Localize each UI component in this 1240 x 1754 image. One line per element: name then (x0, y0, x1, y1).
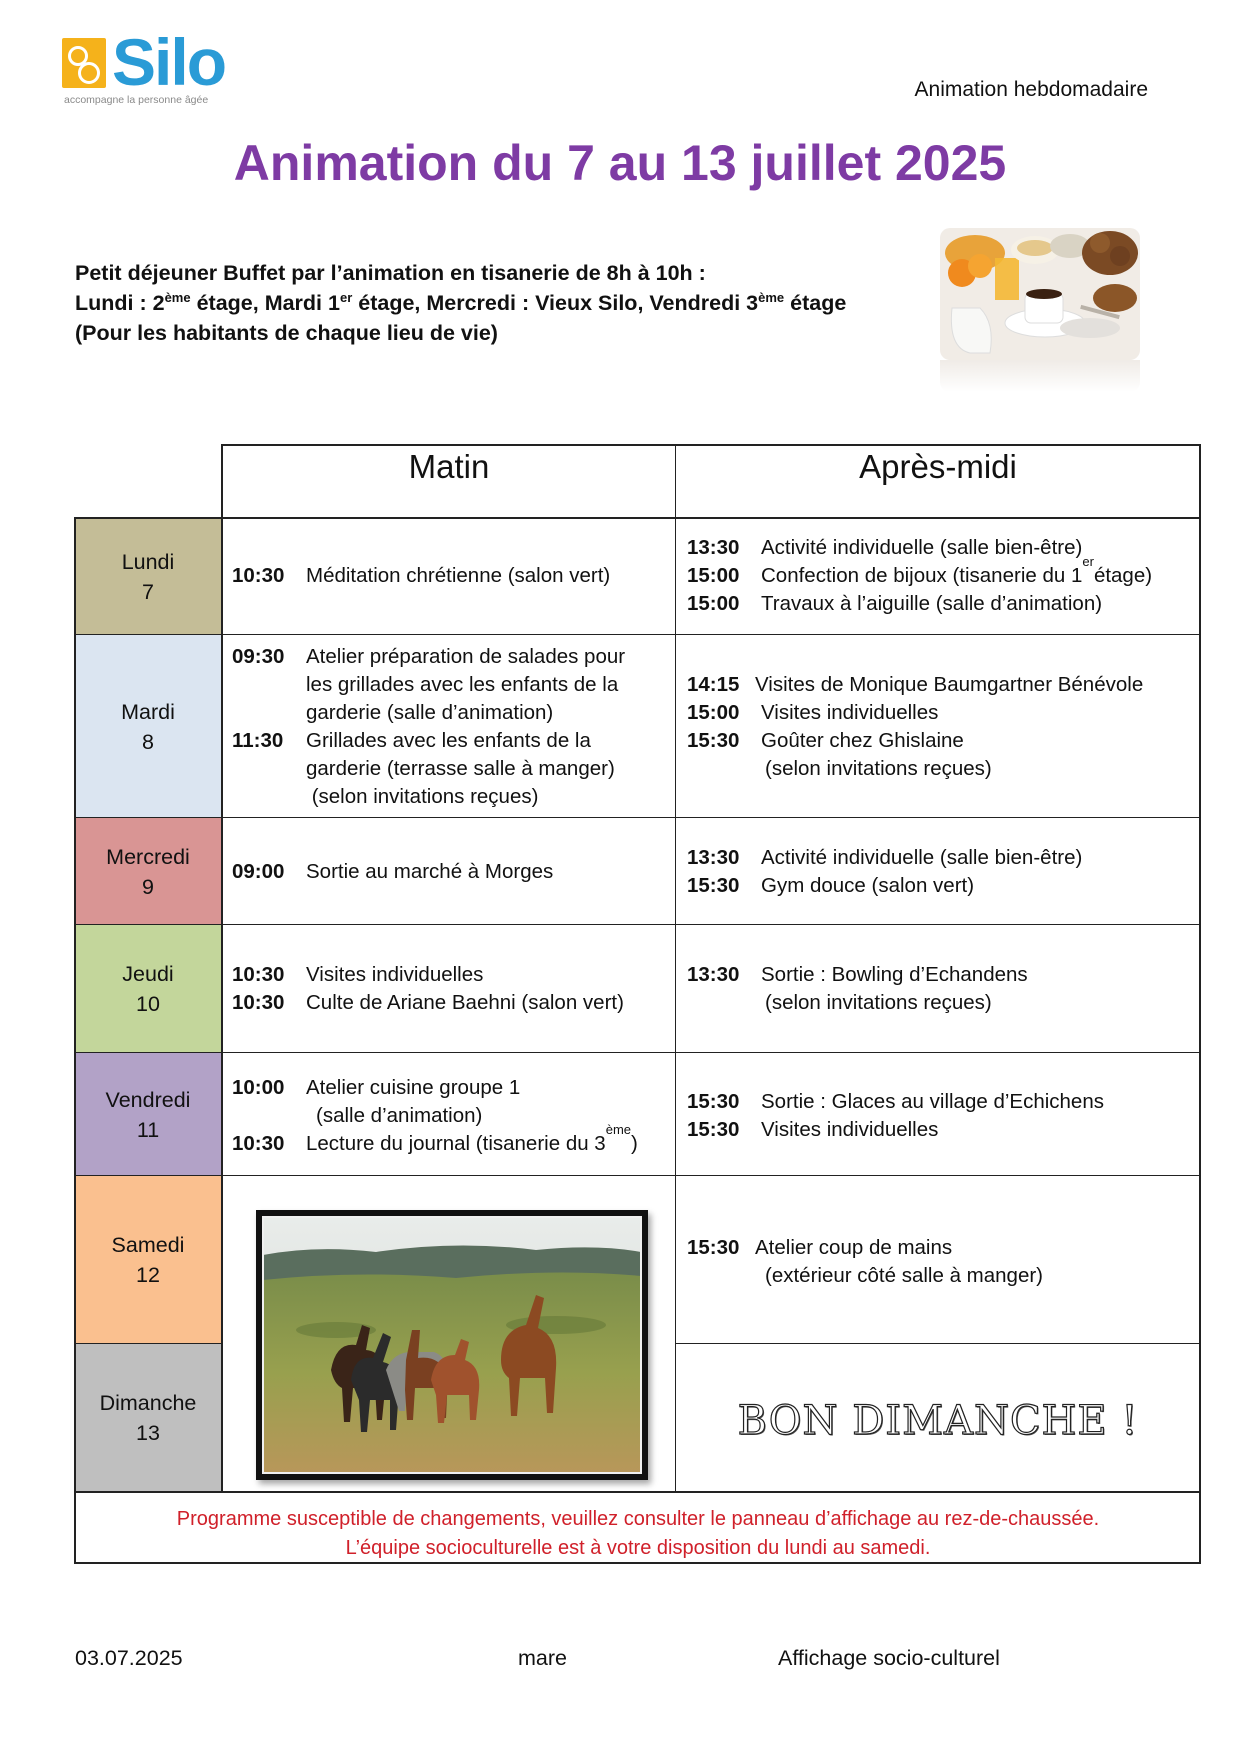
logo-tagline: accompagne la personne âgée (64, 94, 209, 106)
day-number: 7 (142, 579, 154, 604)
day-cell-jeudi (75, 925, 221, 1053)
logo-mark-icon (62, 38, 106, 88)
header-afternoon: Après-midi (859, 448, 1017, 485)
day-name: Dimanche (99, 1391, 197, 1415)
day-cell-samedi (75, 1176, 221, 1344)
day-cell-dimanche (75, 1344, 221, 1492)
breakfast-photo-reflection (940, 360, 1140, 392)
breakfast-info-line3: (Pour les habitants de chaque lieu de vie) (75, 321, 498, 345)
samedi-afternoon: 15:30 Atelier coup de mains (extérieur côté salle à manger) (687, 1236, 1044, 1287)
vendredi-morning: 10:00 Atelier cuisine groupe 1 (salle d’animation) 10:30 Lecture du journal (tisanerie du 3 ème ) (232, 1076, 638, 1155)
notice-line1: Programme susceptible de changements, veuillez consulter le panneau d’affichage au rez-de-chaussée. (176, 1508, 1100, 1530)
lundi-afternoon: 13:30 Activité individuelle (salle bien-être) 15:00 Confection de bijoux (tisanerie du 1 er étage) 15:00 Travaux à l’aiguille (salle d’animation) (687, 536, 1153, 615)
mercredi-morning: 09:00 Sortie au marché à Morges (232, 860, 554, 883)
day-cell-vendredi (75, 1053, 221, 1176)
footer-label: Affichage socio-culturel (778, 1646, 1000, 1670)
day-number: 10 (136, 992, 160, 1016)
footer-date: 03.07.2025 (75, 1646, 183, 1670)
day-number: 9 (142, 874, 154, 899)
sunday-greeting: BON DIMANCHE ! (737, 1398, 1139, 1444)
breakfast-info-line2: Lundi : 2ème étage, Mardi 1er étage, Mercredi : Vieux Silo, Vendredi 3ème étage (75, 289, 847, 315)
day-cell-mercredi (75, 818, 221, 925)
day-name: Vendredi (105, 1087, 191, 1112)
mardi-afternoon: 14:15 Visites de Monique Baumgartner Bénévole 15:00 Visites individuelles 15:30 Goûter chez Ghislaine (selon invitations reçues) (687, 673, 1144, 780)
notice-line2: L’équipe socioculturelle est à votre disposition du lundi au samedi. (345, 1537, 931, 1559)
jeudi-afternoon: 13:30 Sortie : Bowling d’Echandens (selon invitations reçues) (687, 963, 1028, 1014)
program-notice (75, 1505, 1201, 1563)
day-name: Mercredi (106, 844, 190, 869)
breakfast-info-line1: Petit déjeuner Buffet par l’animation en tisanerie de 8h à 10h : (75, 261, 706, 285)
header-morning: Matin (408, 448, 490, 485)
day-cell-mardi (75, 635, 221, 818)
document-category: Animation hebdomadaire (914, 78, 1148, 101)
page-title: Animation du 7 au 13 juillet 2025 (233, 135, 1007, 191)
day-number: 11 (136, 1117, 160, 1142)
mercredi-afternoon: 13:30 Activité individuelle (salle bien-être) 15:30 Gym douce (salon vert) (687, 846, 1083, 897)
breakfast-info (75, 258, 846, 348)
day-name: Mardi (121, 699, 175, 724)
jeudi-morning: 10:30 Visites individuelles 10:30 Culte de Ariane Baehni (salon vert) (232, 963, 624, 1014)
day-number: 12 (136, 1263, 160, 1287)
day-cell-lundi (75, 518, 221, 635)
logo-name: Silo (112, 25, 226, 99)
footer-author: mare (518, 1646, 567, 1670)
day-name: Lundi (121, 549, 175, 574)
day-name: Jeudi (122, 962, 174, 986)
day-name: Samedi (111, 1233, 185, 1257)
day-number: 13 (136, 1421, 160, 1445)
breakfast-photo (940, 228, 1140, 360)
mardi-morning: 09:30 Atelier préparation de salades pour les grillades avec les enfants de la garderie (salle d’animation) 11:30 Grillades avec les enfants de la garderie (terrasse salle à manger) (selon invitations reçues) (232, 645, 626, 808)
vendredi-afternoon: 15:30 Sortie : Glaces au village d’Echichens 15:30 Visites individuelles (687, 1090, 1104, 1141)
horses-photo (256, 1210, 648, 1480)
lundi-morning: 10:30 Méditation chrétienne (salon vert) (232, 564, 611, 587)
silo-logo (62, 25, 262, 106)
day-number: 8 (142, 729, 154, 754)
